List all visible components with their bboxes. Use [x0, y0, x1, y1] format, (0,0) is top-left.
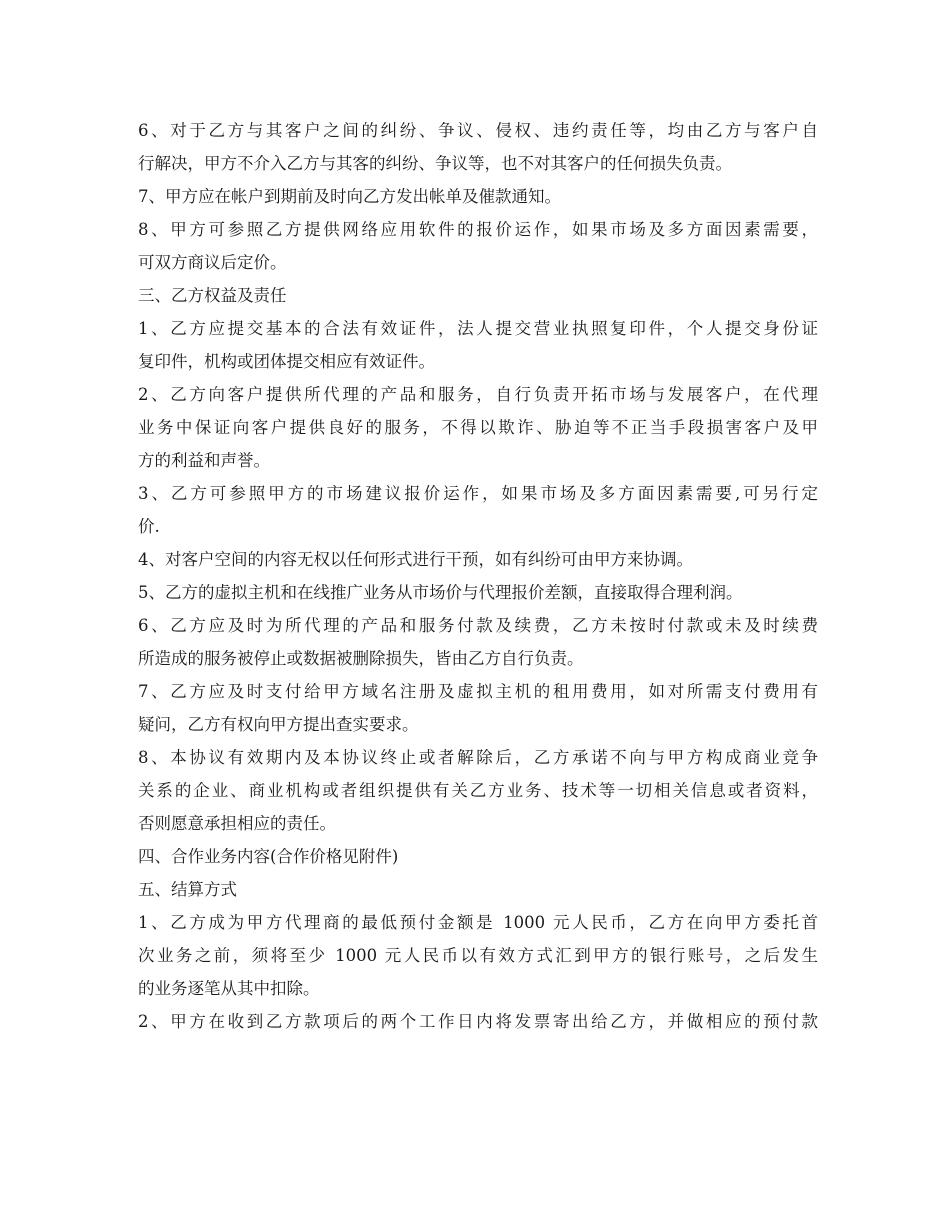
- text-line: 5、乙方的虚拟主机和在线推广业务从市场价与代理报价差额，直接取得合理利润。: [138, 583, 743, 602]
- text-line: 的业务逐笔从其中扣除。: [138, 979, 320, 998]
- text-line: 8、甲方可参照乙方提供网络应用软件的报价运作，如果市场及多方面因素需要，: [138, 220, 818, 239]
- text-line: 2、乙方向客户提供所代理的产品和服务，自行负责开拓市场与发展客户，在代理: [138, 385, 818, 404]
- text-line: 1、乙方成为甲方代理商的最低预付金额是 1000 元人民币，乙方在向甲方委托首: [138, 913, 818, 932]
- text-line: 可双方商议后定价。: [138, 253, 287, 272]
- section-heading: 五、结算方式: [138, 880, 237, 899]
- text-line: 1、乙方应提交基本的合法有效证件，法人提交营业执照复印件，个人提交身份证: [138, 319, 818, 338]
- text-line: 复印件，机构或团体提交相应有效证件。: [138, 352, 435, 371]
- text-line: 2、甲方在收到乙方款项后的两个工作日内将发票寄出给乙方，并做相应的预付款: [138, 1012, 818, 1031]
- section-heading: 四、合作业务内容(合作价格见附件): [138, 847, 399, 866]
- text-line: 3、乙方可参照甲方的市场建议报价运作，如果市场及多方面因素需要,可另行定: [138, 484, 818, 503]
- text-line: 业务中保证向客户提供良好的服务，不得以欺诈、胁迫等不正当手段损害客户及甲: [138, 418, 818, 437]
- text-line: 疑问，乙方有权向甲方提出查实要求。: [138, 715, 419, 734]
- text-line: 8、本协议有效期内及本协议终止或者解除后，乙方承诺不向与甲方构成商业竞争: [138, 748, 818, 767]
- text-line: 所造成的服务被停止或数据被删除损失，皆由乙方自行负责。: [138, 649, 584, 668]
- text-line: 方的利益和声誉。: [138, 451, 270, 470]
- text-line: 次业务之前，须将至少 1000 元人民币以有效方式汇到甲方的银行账号，之后发生: [138, 946, 818, 965]
- document-body: [138, 114, 818, 1038]
- text-line: 4、对客户空间的内容无权以任何形式进行干预，如有纠纷可由甲方来协调。: [138, 550, 693, 569]
- text-line: 7、乙方应及时支付给甲方域名注册及虚拟主机的租用费用，如对所需支付费用有: [138, 682, 818, 701]
- text-line: 7、甲方应在帐户到期前及时向乙方发出帐单及催款通知。: [138, 187, 561, 206]
- text-line: 否则愿意承担相应的责任。: [138, 814, 336, 833]
- text-line: 6、对于乙方与其客户之间的纠纷、争议、侵权、违约责任等，均由乙方与客户自: [138, 121, 818, 140]
- section-heading: 三、乙方权益及责任: [138, 286, 287, 305]
- text-line: 行解决，甲方不介入乙方与其客的纠纷、争议等，也不对其客户的任何损失负责。: [138, 154, 732, 173]
- text-line: 6、乙方应及时为所代理的产品和服务付款及续费，乙方未按时付款或未及时续费: [138, 616, 818, 635]
- text-line: 价.: [138, 517, 160, 536]
- text-line: 关系的企业、商业机构或者组织提供有关乙方业务、技术等一切相关信息或者资料，: [138, 781, 818, 800]
